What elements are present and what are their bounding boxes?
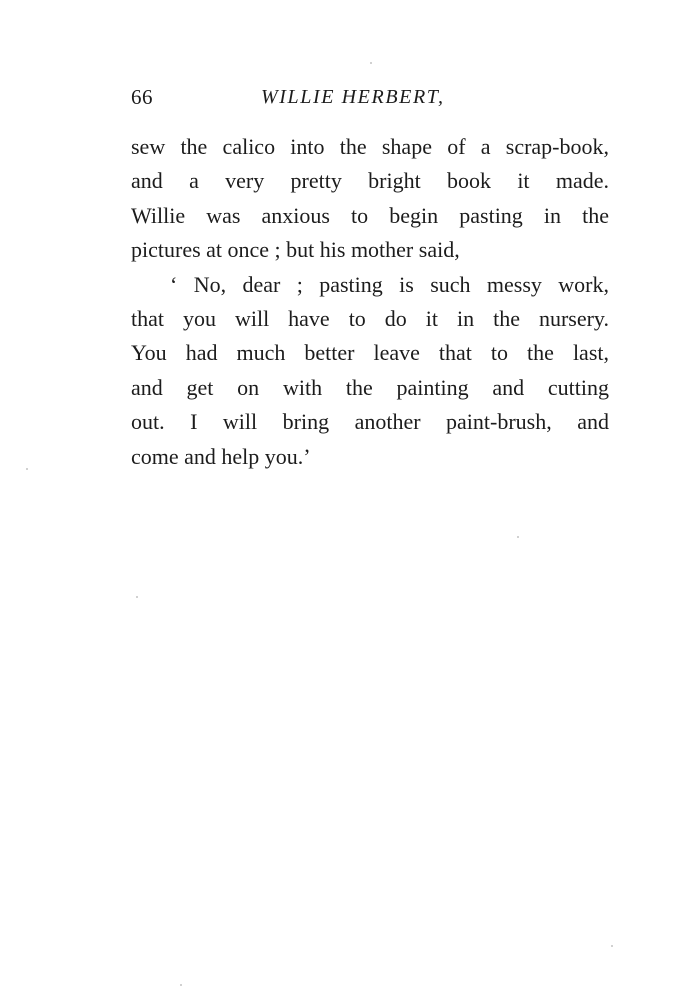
text-line: come and help you.’ (131, 443, 311, 469)
text-line: Willie was anxious to begin pasting in the (131, 202, 609, 228)
paper-speck (136, 596, 138, 598)
text-line: You had much better leave that to the last, (131, 340, 609, 366)
paper-speck (517, 536, 519, 538)
text-line: ‘ No, dear ; pasting is such messy work, (170, 271, 609, 297)
text-line: that you will have to do it in the nursery. (131, 305, 609, 331)
text-line: out. I will bring another paint-brush, and (131, 409, 609, 435)
text-line: and a very pretty bright book it made. (131, 168, 609, 194)
paper-speck (180, 984, 182, 986)
paper-speck (370, 62, 372, 64)
text-line: pictures at once ; but his mother said, (131, 237, 460, 263)
running-title: WILLIE HERBERT, (261, 86, 445, 108)
text-line: sew the calico into the shape of a scrap-book, (131, 134, 609, 159)
running-head (131, 84, 609, 110)
body-text (131, 130, 609, 474)
page-number: 66 (131, 85, 153, 109)
paper-speck (611, 945, 613, 947)
text-line: and get on with the painting and cutting (131, 374, 609, 400)
paper-speck (26, 468, 28, 470)
